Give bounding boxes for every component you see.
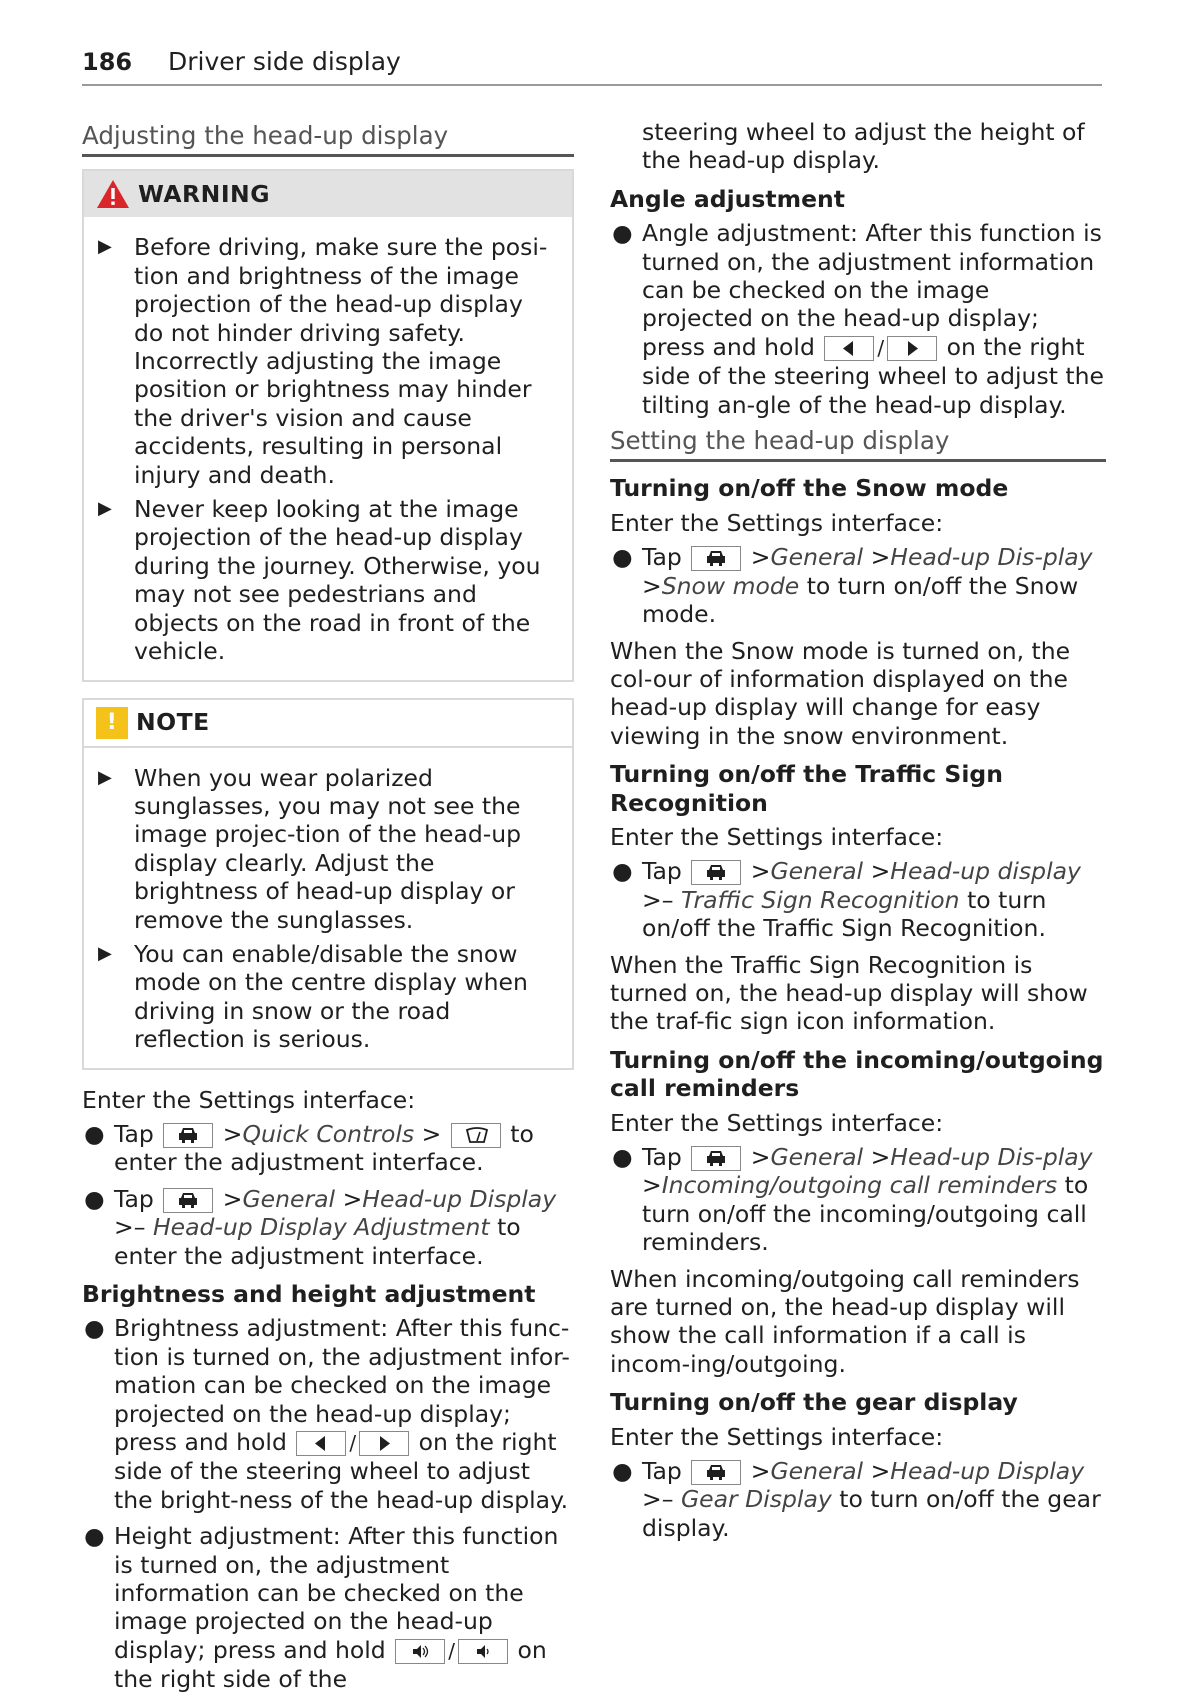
angle-item <box>610 219 1106 419</box>
note-header <box>84 700 572 748</box>
left-arrow-key-icon <box>296 1431 346 1456</box>
height-continued-text: steering wheel to adjust the height of the head-up display. <box>642 118 1085 175</box>
bullet-icon: ● <box>612 543 633 572</box>
link-general: General <box>770 1143 864 1171</box>
warning-item <box>98 233 558 489</box>
bullet-icon: ● <box>84 1522 105 1551</box>
height-text: Height adjustment: After this function is turned on, the adjustment information can be checked on the image projected on the head-up display; press and hold <box>114 1522 559 1664</box>
call-heading: Turning on/off the incoming/outgoing call reminders <box>610 1045 1104 1103</box>
left-arrow-key-icon <box>824 336 874 361</box>
enter-settings-text: Enter the Settings interface: <box>610 508 944 537</box>
enter-settings-text: Enter the Settings interface: <box>610 1422 944 1451</box>
note-body <box>84 748 572 1068</box>
chevron-right-icon: > <box>114 1213 134 1242</box>
angle-text-end: on the right side of the steering wheel to adjust the tilting an-gle of the head-up display. <box>642 332 1104 419</box>
warning-triangle-icon <box>96 178 130 210</box>
volume-down-key-icon <box>458 1639 508 1664</box>
step-rest-text: to turn on/off the Traffic Sign Recognition. <box>642 885 1047 943</box>
note-label: NOTE <box>136 708 210 737</box>
link-gear-display: Gear Display <box>680 1485 832 1514</box>
link-hud-adjustment: Head-up Display Adjustment <box>152 1213 490 1242</box>
warning-body <box>84 217 572 679</box>
car-icon <box>691 546 741 571</box>
chevron-right-icon: > <box>642 1171 662 1200</box>
bullet-icon: ● <box>84 1184 105 1213</box>
chevron-right-icon: > <box>642 571 662 600</box>
right-arrow-key-icon <box>359 1431 409 1456</box>
enter-settings-text: Enter the Settings interface: <box>610 1108 944 1137</box>
snow-description: When the Snow mode is turned on, the col-our of information displayed on the head-up display will change for easy viewing in the snow environment. <box>610 636 1071 750</box>
snow-steps <box>610 543 1106 628</box>
tap-text: Tap <box>642 857 682 886</box>
angle-list <box>610 219 1106 419</box>
right-arrow-key-icon <box>887 336 937 361</box>
link-head-up-display: Head-up display <box>890 857 1081 886</box>
tap-text: Tap <box>114 1184 154 1213</box>
bullet-icon: ● <box>612 1457 633 1486</box>
brightness-list <box>82 1314 574 1693</box>
call-description: When incoming/outgoing call reminders are turned on, the head-up display will show the call information if a call is incom-ing/outgoing. <box>610 1264 1080 1378</box>
arrow-icon: ▶ <box>98 766 112 788</box>
link-call-reminders: Incoming/outgoing call reminders <box>661 1171 1058 1200</box>
tap-text: Tap <box>642 543 682 572</box>
arrow-icon: ▶ <box>98 498 112 520</box>
link-quick-controls: Quick Controls <box>242 1119 415 1148</box>
chapter-title: Driver side display <box>168 47 401 76</box>
height-item <box>82 1522 574 1693</box>
chevron-right-icon: > <box>642 885 662 914</box>
bullet-icon: ● <box>612 857 633 886</box>
page-number: 186 <box>82 48 133 76</box>
note-item-text: You can enable/disable the snow mode on the centre display when driving in snow or the road reflection is serious. <box>134 939 528 1054</box>
dash: – <box>661 885 674 914</box>
brightness-heading: Brightness and height adjustment <box>82 1280 536 1308</box>
warning-label: WARNING <box>138 180 271 209</box>
gear-step <box>610 1457 1106 1542</box>
slash: / <box>448 1638 455 1663</box>
brightness-text-end: on the right side of the steering wheel to adjust the bright-ness of the head-up display. <box>114 1428 569 1514</box>
step-rest-text: to turn on/off the incoming/outgoing call reminders. <box>642 1171 1089 1257</box>
volume-up-key-icon <box>395 1639 445 1664</box>
tap-text: Tap <box>114 1119 154 1148</box>
note-item <box>98 764 558 934</box>
chevron-right-icon: > <box>222 1184 243 1213</box>
brightness-item <box>82 1314 574 1514</box>
settings-steps <box>82 1120 574 1270</box>
section-title-adjusting: Adjusting the head-up display <box>82 122 574 157</box>
enter-settings-text: Enter the Settings interface: <box>610 822 944 851</box>
enter-settings-text: Enter the Settings interface: <box>82 1085 416 1114</box>
snow-heading: Turning on/off the Snow mode <box>610 474 1009 503</box>
chevron-right-icon: > <box>222 1119 243 1148</box>
angle-text: Angle adjustment: After this function is turned on, the adjustment information can be checked on the image projected on the head-up display; press and hold <box>642 219 1102 361</box>
note-exclamation-icon: ! <box>96 707 128 739</box>
chevron-right-icon: > <box>342 1184 363 1213</box>
step-general <box>82 1185 574 1270</box>
arrow-icon: ▶ <box>98 236 112 258</box>
traffic-step <box>610 857 1106 942</box>
chevron-right-icon: > <box>870 1143 891 1171</box>
chevron-right-icon: > <box>870 857 891 886</box>
warning-item <box>98 495 558 665</box>
car-icon <box>691 860 741 885</box>
chevron-right-icon: > <box>750 857 771 886</box>
link-general: General <box>242 1184 336 1213</box>
height-text-end: on the right side of the <box>114 1635 547 1694</box>
brightness-text: Brightness adjustment: After this func-tion is turned on, the adjustment infor-mation can be checked on the image projected on the head-up display; press and hold <box>114 1314 570 1457</box>
slash: / <box>877 335 885 360</box>
right-column <box>610 118 1106 1550</box>
chevron-right-icon: > <box>750 1457 771 1486</box>
arrow-icon: ▶ <box>98 942 112 964</box>
car-icon <box>691 1460 741 1485</box>
left-column <box>82 122 574 1702</box>
car-icon <box>691 1146 741 1171</box>
tap-text: Tap <box>642 1143 682 1171</box>
gear-heading: Turning on/off the gear display <box>610 1388 1018 1417</box>
traffic-description: When the Traffic Sign Recognition is turned on, the head-up display will show the traf-fic sign icon information. <box>610 950 1088 1036</box>
chevron-right-icon: > <box>421 1119 442 1148</box>
car-icon <box>163 1123 213 1148</box>
chevron-right-icon: > <box>750 1143 771 1171</box>
bullet-icon: ● <box>612 219 633 248</box>
traffic-heading: Turning on/off the Traffic Sign Recognition <box>610 760 1003 817</box>
note-item-text: When you wear polarized sunglasses, you may not see the image projec-tion of the head-up display clearly. Adjust the brightness of head-up display or remove the sunglasses. <box>134 763 522 934</box>
link-snow-mode: Snow mode <box>661 571 800 600</box>
link-traffic-sign-recognition: Traffic Sign Recognition <box>680 885 960 914</box>
link-general: General <box>770 857 864 886</box>
link-general: General <box>770 1457 864 1486</box>
bullet-icon: ● <box>612 1143 633 1171</box>
warning-box <box>82 169 574 681</box>
step-rest-text: to turn on/off the gear display. <box>642 1485 1101 1542</box>
link-general: General <box>770 543 864 572</box>
step-quick-controls <box>82 1120 574 1177</box>
note-item <box>98 940 558 1054</box>
call-step <box>610 1143 1106 1257</box>
step-rest-text: to enter the adjustment interface. <box>114 1119 534 1177</box>
note-box <box>82 698 574 1070</box>
angle-heading: Angle adjustment <box>610 184 845 213</box>
chevron-right-icon: > <box>870 543 891 572</box>
snow-step <box>610 543 1106 628</box>
traffic-steps <box>610 857 1106 942</box>
page-header <box>82 44 1102 86</box>
bullet-icon: ● <box>84 1119 105 1148</box>
chevron-right-icon: > <box>750 543 771 572</box>
tap-text: Tap <box>642 1457 682 1486</box>
gear-steps <box>610 1457 1106 1542</box>
windshield-icon <box>451 1123 501 1148</box>
dash: – <box>133 1213 146 1242</box>
warning-item-text: Before driving, make sure the posi-tion and brightness of the image projection of the head-up display do not hinder driving safety. Incorrectly adjusting the image position or brightness may hinder the driver's vision and cause accidents, resulting in personal injury and death. <box>134 233 548 489</box>
link-head-up-display: Head-up Display <box>362 1184 557 1213</box>
warning-header <box>84 171 572 217</box>
section-title-setting: Setting the head-up display <box>610 427 1106 462</box>
step-rest-text: to turn on/off the Snow mode. <box>642 571 1079 629</box>
dash: – <box>661 1485 674 1514</box>
link-head-up-display: Head-up Display <box>890 1457 1085 1486</box>
link-head-up-display: Head-up Dis-play <box>890 543 1093 572</box>
bullet-icon: ● <box>84 1314 105 1343</box>
call-steps <box>610 1143 1106 1257</box>
slash: / <box>349 1431 357 1456</box>
car-icon <box>163 1188 213 1213</box>
link-head-up-display: Head-up Dis-play <box>890 1143 1093 1171</box>
chevron-right-icon: > <box>870 1457 891 1486</box>
chevron-right-icon: > <box>642 1485 662 1514</box>
warning-item-text: Never keep looking at the image projection of the head-up display during the journey. Otherwise, you may not see pedestrians and objects on the road in front of the vehicle. <box>134 495 541 666</box>
step-rest-text: to enter the adjustment interface. <box>114 1213 521 1270</box>
